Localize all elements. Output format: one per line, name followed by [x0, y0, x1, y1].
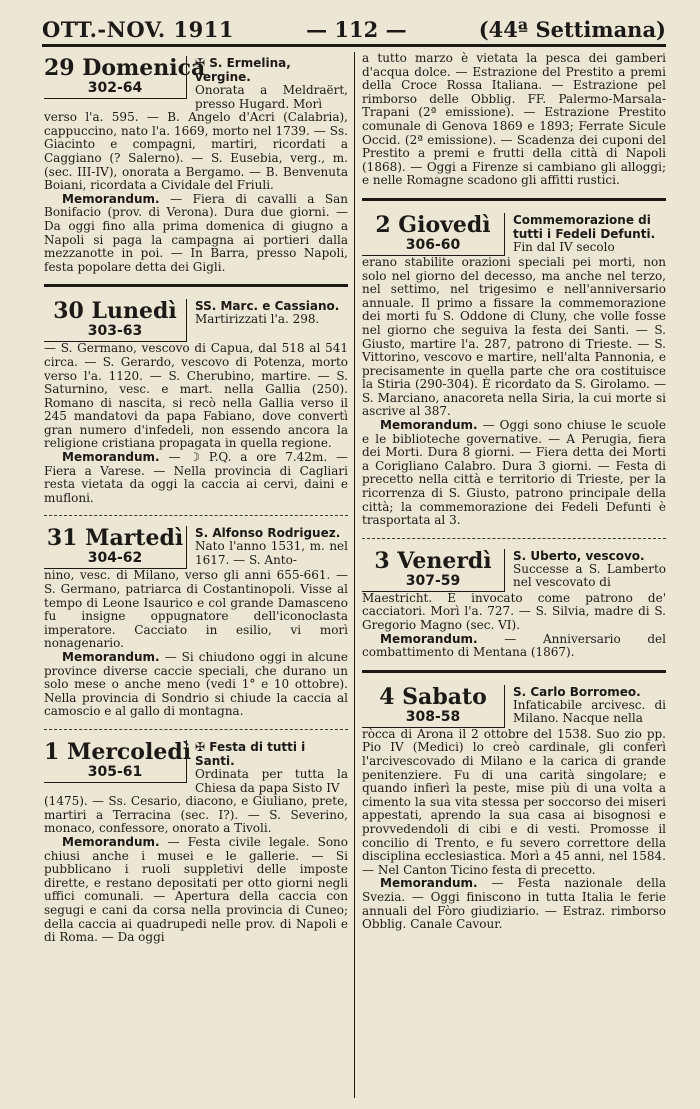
day-block: [362, 213, 505, 256]
right-column: [362, 52, 666, 932]
entry-4-sabato: [362, 685, 666, 932]
day-title: 2 Giovedì: [375, 211, 491, 238]
memorandum: [362, 419, 666, 528]
memo-label: Memorandum.: [62, 450, 160, 465]
saint-intro: Martirizzati l'a. 298.: [195, 312, 320, 327]
memo-text: — Anniversario del combattimento di Mentana (1867).: [362, 631, 666, 660]
saint-name: Commemorazione di tutti i Fedeli Defunti.: [513, 212, 656, 241]
saint-intro: Infaticabile arcivesc. di Milano. Nacque nella: [513, 697, 666, 726]
day-numbers: 303-63: [87, 323, 143, 340]
saint-name: S. Carlo Borromeo.: [513, 684, 641, 699]
day-block: [44, 299, 187, 342]
memo-text: — Fiera di cavalli a San Bonifacio (prov. di Verona). Dura due giorni. — Da oggi fino alla prima domenica di giugno a Napoli si paga la campagna ai portieri dalla mezzanotte in poi. — In Barra, presso Napoli, festa popolare detta dei Gigli.: [44, 191, 348, 274]
memorandum: [44, 451, 348, 505]
day-title: 29 Domenica: [44, 55, 206, 81]
saint-name: S. Uberto, vescovo.: [513, 548, 645, 563]
memorandum: [44, 193, 348, 275]
page-number: — 112 —: [306, 16, 407, 42]
memo-label: Memorandum.: [62, 191, 160, 206]
day-numbers: 305-61: [87, 763, 143, 780]
entry-body: erano stabilite orazioni speciali pei morti, non solo nel giorno del decesso, ma anche nel terzo, nel settimo, nel trigesimo e nell'anniversario annuale. Il primo a fissare la commemorazione dei morti fu S. Oddone di Cluny, che volle fosse nel giorno che seguiva la festa dei Santi. — S. Giusto, martire l'a. 287, patrono di Trieste. — S. Vittorino, vescovo e martire, nell'alta Pannonia, e precisamente in quella parte che ora costituisce la Stiria (290-304). È ricordato da S. Girolamo. — S. Marciano, anacoreta nella Siria, la cui morte si ascrive al 387.: [362, 254, 666, 419]
day-header: [44, 526, 348, 569]
memo-label: Memorandum.: [62, 834, 160, 849]
day-block: [44, 738, 192, 783]
entry-29-domenica: [44, 56, 348, 274]
entry-separator: [44, 515, 348, 516]
memo-label: Memorandum.: [62, 650, 160, 664]
day-numbers: 302-64: [87, 80, 143, 96]
saint-intro: Onorata a Meldraërt, presso Hugard. Morì: [195, 83, 348, 111]
day-numbers: 304-62: [87, 550, 143, 567]
day-title: 1 Mercoledì: [44, 738, 192, 765]
memorandum: [362, 633, 666, 660]
saint-intro: Nato l'anno 1531, m. nel 1617. — S. Anto-: [195, 539, 348, 568]
day-numbers: 308-58: [405, 708, 461, 725]
entry-30-lunedi: [44, 299, 348, 505]
entry-body: ròcca di Arona il 2 ottobre del 1538. Suo zio pp. Pio IV (Medici) lo creò cardinale, gli conferì l'arcivescovado di Milano e la carica di grande penitenziere. Fu di una carità singolare; e quando infierì la peste, mise più di una volta a cimento la sua vita stessa per soccorso dei miseri appestati, aprendo la sua casa ai bisognosi e provvedendoli di cibi e di vesti. Promosse il concilio di Trento, e fu severo correttore della disciplina ecclesiastica. Morì a 45 anni, nel 1584. — Nel Canton Ticino festa di precetto.: [362, 726, 666, 877]
day-title: 30 Lunedì: [53, 298, 177, 325]
memo-label: Memorandum.: [380, 631, 478, 646]
day-header: [362, 685, 666, 728]
entry-separator: [44, 284, 348, 287]
memorandum: [362, 877, 666, 931]
day-header: [44, 740, 348, 795]
entry-body: Maestricht. È invocato come patrono de' cacciatori. Morì l'a. 727. — S. Silvia, madre di S. Gregorio Magno (sec. VI).: [362, 590, 666, 632]
memorandum: [44, 651, 348, 719]
day-title: 4 Sabato: [379, 683, 487, 710]
entry-separator: [362, 670, 666, 673]
entry-body: (1475). — Ss. Cesario, diacono, e Giuliano, prete, martiri a Terracina (sec. I?). — S. Severino, monaco, confessore, onorato a Tivoli.: [44, 794, 348, 836]
day-numbers: 307-59: [405, 572, 461, 589]
day-block: [362, 685, 505, 728]
header-week: (44ª Settimana): [478, 16, 666, 42]
entry-3-venerdi: [362, 549, 666, 660]
entry-1-mercoledi: [44, 740, 348, 945]
saint-name: S. Alfonso Rodriguez.: [195, 526, 341, 541]
day-header: [362, 213, 666, 256]
entry-separator: [362, 198, 666, 201]
header-months: OTT.-NOV. 1911: [42, 16, 234, 42]
entry-continuation: [362, 52, 666, 188]
day-block: [362, 549, 505, 592]
entry-31-martedi: [44, 526, 348, 719]
memorandum: [44, 836, 348, 945]
saint-intro: Fin dal IV secolo: [513, 239, 615, 254]
memo-text: — Festa nazionale della Svezia. — Oggi finiscono in tutta Italia le ferie annuali del Fòro giudiziario. — Estraz. rimborso Obblig. Canale Cavour.: [362, 876, 666, 932]
continued-text: a tutto marzo è vietata la pesca dei gamberi d'acqua dolce. — Estrazione del Prestito a premi della Croce Rossa Italiana. — Estrazione pel rimborso delle Obblig. FF. Palermo-Marsala-Trapani (2ª emissione). — Estrazione Prestito comunale di Genova 1869 e 1893; Ferrate Sicule Occid. (2ª emissione). — Scadenza dei cuponi del Prestito a premi e frutti della città di Napoli (1868). — Oggi a Firenze si cambiano gli alloggi; e nelle Romagne scadono gli affitti rustici.: [362, 51, 666, 188]
left-column: [44, 52, 348, 945]
saint-name: SS. Marc. e Cassiano.: [195, 299, 340, 314]
day-block: [44, 526, 187, 569]
memo-text: — Festa civile legale. Sono chiusi anche i musei e le gallerie. — Si pubblicano i ruoli suppletivi delle imposte dirette, e restano depositati per otto giorni negli uffici comunali. — Apertura della caccia con segugi e cani da corsa nella provincia di Cuneo; della caccia ai quadrupedi nelle prov. di Napoli e di Roma. — Da oggi: [44, 834, 348, 945]
entry-body: nino, vesc. di Milano, verso gli anni 655-661. — S. Germano, patriarca di Costantinopoli. Visse al tempo di Leone Isaurico e col grande Damasceno fu insigne oppugnatore dell'iconoclasta imperatore. Cacciato in esilio, vi morì nonagenario.: [44, 568, 348, 651]
memo-label: Memorandum.: [380, 418, 478, 433]
day-title: 3 Venerdì: [374, 547, 492, 574]
column-divider: [354, 52, 355, 1098]
entry-2-giovedi: [362, 213, 666, 528]
day-block: [44, 55, 206, 99]
day-header: [362, 549, 666, 592]
saint-name: ✠ S. Ermelina, vergine.: [195, 56, 291, 84]
entry-body: verso l'a. 595. — B. Angelo d'Acri (Calabria), cappuccino, nato l'a. 1669, morto nel 1739. — Ss. Giacinto e compagni, martiri, ricordati a Caggiano (? Salerno). — S. Eusebia, verg., m. (sec. III-IV), onorata a Bergamo. — B. Benvenuta Boiani, ricordata a Cividale del Friuli.: [44, 110, 348, 193]
day-title: 31 Martedì: [46, 525, 184, 552]
page-header: [42, 12, 666, 46]
memo-text: — ☽ P.Q. a ore 7.42m. — Fiera a Varese. — Nella provincia di Cagliari resta vietata da oggi la caccia ai cervi, daini e mufloni.: [44, 450, 348, 505]
memo-text: — Si chiudono oggi in alcune province diverse caccie speciali, che durano un solo mese o anche meno (vedi 1° e 10 ottobre). Nella provincia di Sondrio si chiude la caccia al camoscio e al gallo di montagna.: [44, 650, 348, 719]
header-rule: [42, 44, 666, 47]
memo-text: — Oggi sono chiuse le scuole e le biblioteche governative. — A Perugia, fiera dei Morti. Dura 8 giorni. — Fiera detta dei Morti a Corigliano Calabro. Dura 3 giorni. — Festa di precetto nella città e territorio di Trieste, per la ricorrenza di S. Giusto, patrono principale della città; la commemorazione dei Fedeli Defunti è trasportata al 3.: [362, 418, 666, 528]
saint-intro: Successe a S. Lamberto nel vescovato di: [513, 561, 666, 590]
entry-separator: [44, 729, 348, 730]
saint-intro: Ordinata per tutta la Chiesa da papa Sisto IV: [195, 766, 348, 795]
saint-name: ✠ Festa di tutti i Santi.: [195, 739, 306, 768]
entry-body: — S. Germano, vescovo di Capua, dal 518 al 541 circa. — S. Gerardo, vescovo di Potenza, morto verso l'a. 1120. — S. Cherubino, martire. — S. Saturnino, vesc. e mart. nella Gallia (250). Romano di nascita, si recò nella Gallia verso il 245 mandatovi da papa Fabiano, dove convertì gran numero d'infedeli, non essendo ancora la religione cristiana propagata in quella regione.: [44, 341, 348, 451]
memo-label: Memorandum.: [380, 876, 478, 891]
entry-separator: [362, 538, 666, 539]
day-header: [44, 56, 348, 111]
day-header: [44, 299, 348, 342]
day-numbers: 306-60: [405, 236, 461, 253]
